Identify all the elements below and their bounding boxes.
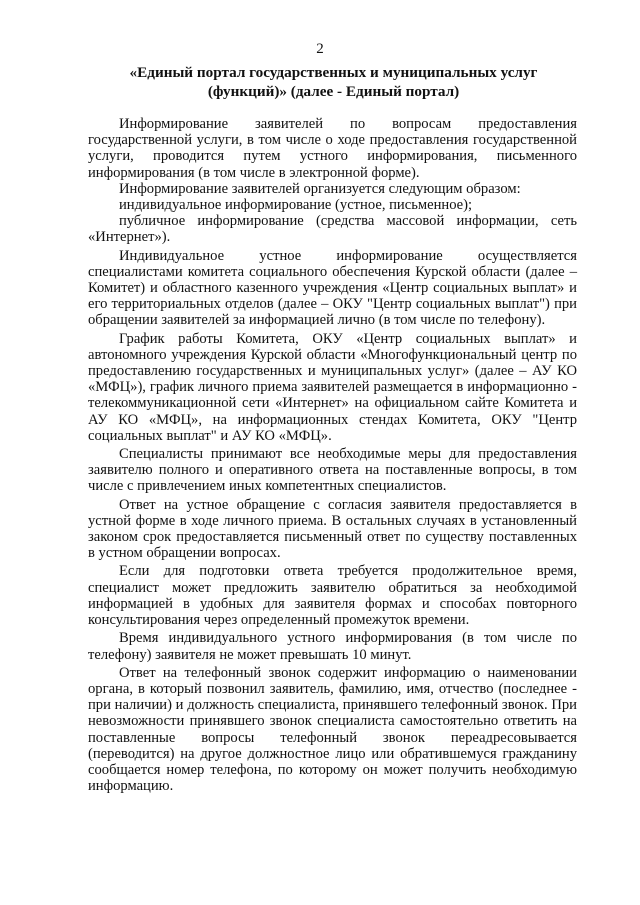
paragraph: Информирование заявителей организуется следующим образом:: [119, 180, 521, 197]
paragraph: публичное информирование (средства массовой информации, сеть «Интернет»).: [88, 213, 577, 246]
paragraph: Если для подготовки ответа требуется продолжительное время, специалист может предложить заявителю обратиться за необходимой информацией в удобных для заявителя формах и способах повторного консультирования через определенный промежуток времени.: [88, 563, 577, 629]
body-text: [88, 116, 577, 794]
paragraph: Ответ на телефонный звонок содержит информацию о наименовании органа, в который позвонил заявитель, фамилию, имя, отчество (последнее - при наличии) и должность специалиста, принявшего телефонный звонок. При невозможности принявшего звонок специалиста самостоятельно ответить на поставленные вопросы телефонный звонок переадресовывается (переводится) на другое должностное лицо или обратившемуся гражданину сообщается номер телефона, по которому он может получить необходимую информацию.: [88, 664, 577, 795]
paragraph: Информирование заявителей по вопросам предоставления государственной услуги, в том числе о ходе предоставления государственной услуги, проводится путем устного информирования, письменного информирования (в том числе в электронной форме).: [88, 116, 577, 181]
paragraph: Индивидуальное устное информирование осуществляется специалистами комитета социального обеспечения Курской области (далее – Комитет) и областного казенного учреждения «Центр социальных выплат» и его территориальных отделов (далее – ОКУ "Центр социальных выплат") при обращении заявителей за информацией лично (в том числе по телефону).: [88, 247, 577, 329]
paragraph: Ответ на устное обращение с согласия заявителя предоставляется в устной форме в ходе личного приема. В остальных случаях в установленный законом срок предоставляется письменный ответ по существу поставленных в устном обращении вопросах.: [88, 496, 577, 562]
paragraph: Время индивидуального устного информирования (в том числе по телефону) заявителя не может превышать 10 минут.: [88, 630, 577, 663]
paragraph: Специалисты принимают все необходимые меры для предоставления заявителю полного и оперативного ответа на поставленные вопросы, в том числе с привлечением иных компетентных специалистов.: [88, 446, 577, 495]
section-heading: «Единый портал государственных и муниципальных услуг (функций)» (далее - Единый портал): [129, 64, 538, 100]
paragraph: График работы Комитета, ОКУ «Центр социальных выплат» и автономного учреждения Курской области «Многофункциональный центр по предоставлению государственных и муниципальных услуг» (далее – АУ КО «МФЦ»), график личного приема заявителей размещается в информационно - телекоммуникационной сети «Интернет» на официальном сайте Комитета и АУ КО «МФЦ», на информационных стендах Комитета, ОКУ "Центр социальных выплат" и АУ КО «МФЦ».: [88, 330, 577, 444]
paragraph: индивидуальное информирование (устное, письменное);: [119, 197, 473, 214]
page-number: 2: [316, 41, 324, 57]
